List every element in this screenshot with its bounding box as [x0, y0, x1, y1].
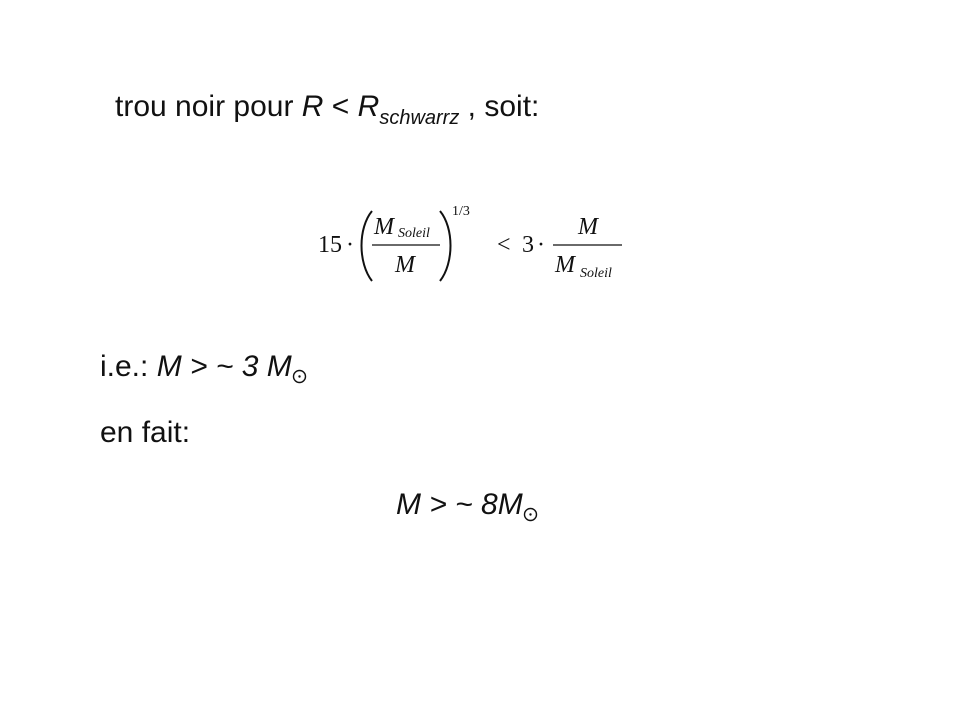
left-numerator-subscript: Soleil — [398, 226, 430, 241]
statement-final-mass — [396, 490, 538, 522]
right-denominator-mass: M — [555, 252, 575, 278]
exponent-one-third: 1/3 — [452, 204, 470, 219]
statement-ie — [100, 352, 307, 384]
final-expression: M > ~ 8M — [396, 488, 523, 521]
ie-prefix: i.e.: — [100, 350, 157, 383]
less-than-symbol: < — [323, 90, 358, 123]
right-numerator-mass: M — [578, 214, 598, 240]
ie-expression: M > ~ 3 M — [156, 350, 292, 383]
left-numerator-mass: M — [374, 214, 394, 240]
left-paren-open — [362, 211, 373, 281]
left-paren-close — [440, 211, 451, 281]
multiply-dot-left: · — [346, 232, 354, 258]
statement-en-fait — [100, 418, 190, 448]
less-than-symbol-formula: < — [497, 232, 511, 258]
schwarzschild-subscript: schwarrz — [379, 107, 460, 129]
statement-black-hole-condition — [115, 92, 539, 128]
statement-suffix: , soit: — [459, 90, 540, 123]
left-denominator-mass: M — [395, 252, 415, 278]
en-fait-text: en fait: — [100, 416, 191, 449]
radius-variable: R — [301, 90, 324, 123]
statement-prefix: trou noir pour — [115, 90, 302, 123]
sun-icon — [292, 369, 307, 384]
coefficient-15: 15 — [318, 232, 342, 258]
multiply-dot-right: · — [537, 232, 545, 258]
sun-icon — [523, 507, 538, 522]
schwarzschild-radius-variable: R — [357, 90, 380, 123]
mass-inequality-formula — [310, 203, 640, 293]
right-denominator-subscript: Soleil — [580, 266, 612, 281]
coefficient-3: 3 — [522, 232, 534, 258]
